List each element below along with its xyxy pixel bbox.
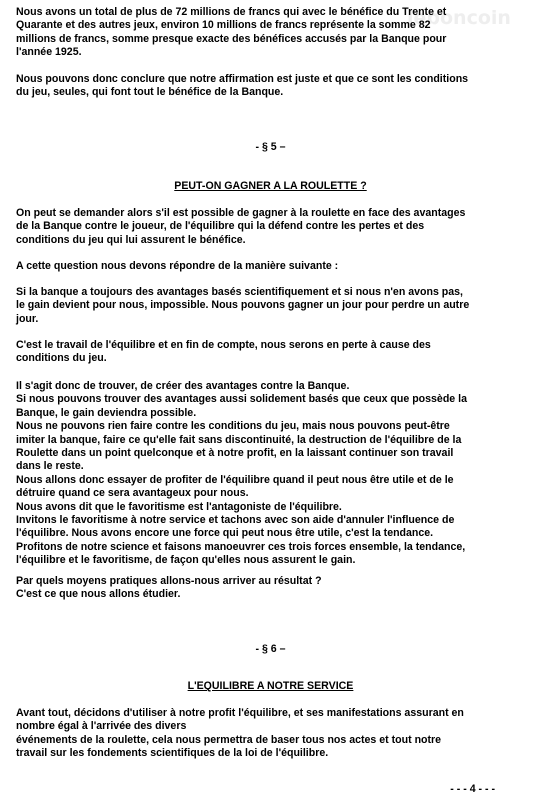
section-number-5: - § 5 – xyxy=(255,141,286,153)
paragraph-strategy: Il s'agit donc de trouver, de créer des avantages contre la Banque. Si nous pouvons trouver des avantages aussi solidement basés que ceux que possède la Banque, le gain deviendra possible. Nous ne pouvons rien faire contre les conditions du jeu, mais nous pouvons peut-être imiter la banque, faire ce qu'elle fait sans discontinuité, la destruction de l'équilibre de la Roulette dans un point quelconque et à notre profit, en la laissant continuer son travail dans le reste. Nous allons donc essayer de profiter de l'équilibre quand il peut nous être utile et de le détruire quand ce sera avantageux pour nous. Nous avons dit que le favoritisme est l'antagoniste de l'équilibre. Invitons le favoritisme à notre service et tachons avec son aide d'annuler l'influence de l'équilibre. Nous avons encore une force qui peut nous être utile, c'est la tendance. Profitons de notre science et faisons manoeuvrer ces trois forces ensemble, la tendance, l'équilibre et le favoritisme, de façon qu'elles nous assurent le gain. xyxy=(16,380,467,567)
paragraph-equilibrium-service: Avant tout, décidons d'utiliser à notre profit l'équilibre, et ses manifestations assurant en nombre égal à l'arrivée des divers événements de la roulette, cela nous permettra de baser tous nos actes et tout notre travail sur les fondements scientifiques de la loi de l'équilibre. xyxy=(16,707,464,760)
paragraph-bank-profit: Nous avons un total de plus de 72 millions de francs qui avec le bénéfice du Trente et Quarante et des autres jeux, environ 10 millions de francs représente la somme 82 millions de francs, somme presque exacte des bénéfices accusés par la Banque pour l'année 1925. xyxy=(16,6,447,59)
watermark-logo: leboncoin xyxy=(407,7,511,29)
paragraph-answer-intro: A cette question nous devons répondre de la manière suivante : xyxy=(16,260,339,272)
paragraph-bank-advantages: Si la banque a toujours des avantages basés scientifiquement et si nous n'en avons pas, le gain devient pour nous, impossible. Nous pouvons gagner un jour pour perdre un autre jour. xyxy=(16,286,470,325)
paragraph-question: On peut se demander alors s'il est possible de gagner à la roulette en face des avantages de la Banque contre le joueur, de l'équilibre qui la défend contre les pertes et des conditions du jeu qui lui assurent le bénéfice. xyxy=(16,207,466,246)
section-title-6: L'EQUILIBRE A NOTRE SERVICE xyxy=(187,680,354,692)
section-number-6: - § 6 – xyxy=(255,643,286,655)
section-title-5: PEUT-ON GAGNER A LA ROULETTE ? xyxy=(174,180,367,192)
paragraph-equilibrium-work: C'est le travail de l'équilibre et en fin de compte, nous serons en perte à cause des conditions du jeu. xyxy=(16,339,431,365)
page-number: - - - 4 - - - xyxy=(450,783,495,795)
paragraph-conclusion: Nous pouvons donc conclure que notre affirmation est juste et que ce sont les conditions du jeu, seules, qui font tout le bénéfice de la Banque. xyxy=(16,73,469,99)
paragraph-practical-means: Par quels moyens pratiques allons-nous arriver au résultat ? C'est ce que nous allons étudier. xyxy=(16,575,322,601)
